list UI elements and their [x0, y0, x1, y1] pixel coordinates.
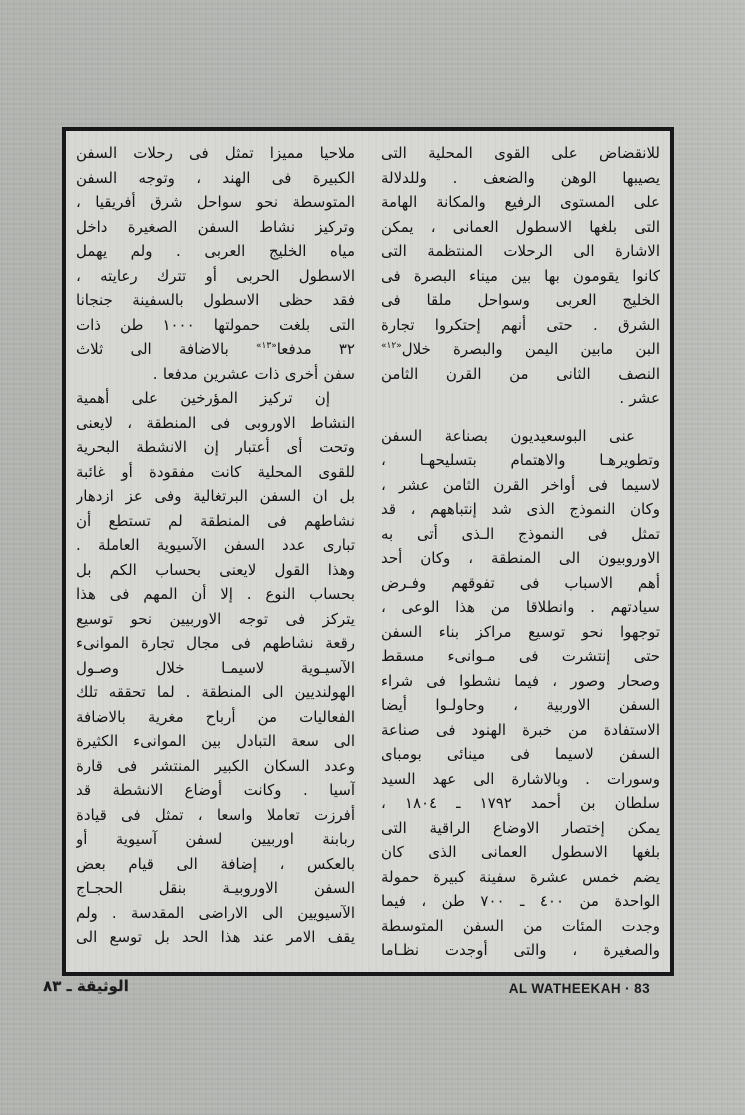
text-line: النصف الثانى من القرن الثامن — [381, 364, 660, 383]
text-line: عشر . — [619, 389, 660, 407]
text-line: بالعكس ، إضافة الى قيام بعض — [76, 854, 355, 873]
left-column — [76, 141, 355, 972]
text-line: والصغيرة ، والتى أوجدت نظـاما — [381, 941, 660, 959]
text-line: الآسيويين الى الاراضى المقدسة . ولم — [76, 903, 355, 922]
text-line: حتى إنتشرت فى مـوانىء مسقط — [381, 647, 660, 665]
text-line: الآسيـوية لاسيمـا خلال وصـول — [76, 658, 355, 677]
text-line: كانوا يقومون بها بين ميناء البصرة فى — [381, 266, 660, 285]
text-line: وتحت أى أعتبار إن الانشطة البحرية — [76, 438, 355, 456]
text-line: وكان النموذج الذى شد إنتباههم ، قد — [381, 500, 660, 518]
text-line: وتركيز نشاط السفن الصغيرة داخل — [76, 217, 355, 236]
paragraph — [381, 141, 660, 411]
text-line: الى سعة التبادل بين الموانىء الكثيرة — [76, 732, 355, 750]
text-line: الاشارة الى الرحلات المنتظمة التى — [381, 242, 660, 260]
text-line: على المستوى الرفيع والمكانة الهامة — [381, 193, 660, 211]
text-line: المتوسطة نحو سواحل شرق أفريقيا ، — [76, 193, 355, 211]
text-line: التى بلغها الاسطول العمانى ، يمكن — [381, 217, 660, 236]
text-line: مياه الخليج العربى . ولم يهمل — [76, 242, 355, 260]
article-frame — [62, 127, 674, 976]
text-line: الخليج العربى وسواحل ملقا فى — [381, 291, 660, 309]
text-line: الاوروبيون الى المنطقة ، وكان أحد — [381, 549, 660, 567]
text-line: بحساب النوع . إلا أن المهم فى هذا — [76, 585, 355, 603]
text-line: ربابنة اوربيين لسفن آسيوية أو — [76, 830, 355, 848]
text-line: توجهوا نحو توسيع مراكز بناء السفن — [381, 622, 660, 641]
text-line: لاسيما فى أواخر القرن الثامن عشر ، — [381, 475, 660, 494]
text-line: بلغها الاسطول العمانى الذى كان — [381, 843, 660, 861]
text-line: عنى البوسعيديون بصناعة السفن — [381, 426, 635, 445]
text-line: إن تركيز المؤرخين على أهمية — [76, 389, 330, 407]
right-column — [381, 141, 660, 972]
paragraph — [76, 386, 355, 950]
text-line: وجدت المئات من السفن المتوسطة — [381, 916, 660, 935]
footnote-marker: «١٢» — [381, 341, 402, 351]
paragraph — [76, 141, 355, 386]
text-line: البن مابين اليمن والبصرة خلال$^{«١٢»}$ — [381, 340, 660, 358]
text-line: الاستفادة من خبرة الهنود فى صناعة — [381, 720, 660, 739]
text-line: الواحدة من ٤٠٠ ـ ٧٠٠ طن ، فيما — [381, 892, 660, 910]
footer-page-label-english: AL WATHEEKAH · 83 — [508, 981, 650, 996]
text-line: يمكن إختصار الاوضاع الراقية التى — [381, 818, 660, 837]
text-line: سلطان بن أحمد ١٧٩٢ ـ ١٨٠٤ ، — [381, 794, 660, 812]
text-line: الكبيرة فى الهند ، وتوجه السفن — [76, 168, 355, 187]
text-line: الهولنديين الى المنطقة . لما تحققه تلك — [76, 683, 355, 701]
footer-page-label-arabic: الوثيقة ـ ٨٣ — [43, 977, 129, 995]
text-line: السفن الاوروبيـة بنقل الحجـاج — [76, 879, 355, 897]
text-line: وهذا القول لايعنى بحساب الكم بل — [76, 560, 355, 579]
text-line: يضم خمس عشرة سفينة كبيرة حمولة — [381, 867, 660, 886]
text-line: الفعاليات من أرباح مغرية بالاضافة — [76, 707, 355, 726]
text-line: يقف الامر عند هذا الحد بل توسع الى — [76, 928, 355, 946]
text-line: وتطويرهـا والاهتمام بتسليحهـا ، — [381, 451, 660, 469]
text-line: فقد حظى الاسطول بالسفينة جنجانا — [76, 291, 355, 309]
text-line: نشاطهم فى المنطقة لم تستطع أن — [76, 511, 355, 530]
text-line: الاسطول الحربى أو تترك رعايته ، — [76, 266, 355, 285]
text-line: ملاحيا مميزا تمثل فى رحلات السفن — [76, 144, 355, 162]
paragraph — [381, 424, 660, 963]
text-line: يصيبها الوهن والضعف . وللدلالة — [381, 168, 660, 187]
text-line: الشرق . حتى أنهم إحتكروا تجارة — [381, 315, 660, 334]
text-line: السفن لاسيما فى مينائى بومباى — [381, 745, 660, 763]
footnote-marker: «١٣» — [256, 341, 277, 351]
text-line: ٣٢ مدفعا$^{«١٣»}$ بالاضافة الى ثلاث — [76, 340, 355, 358]
text-line: وصحار وصور ، فيما نشطوا فى شراء — [381, 671, 660, 690]
text-line: آسيا . وكانت أوضاع الانشطة قد — [76, 781, 355, 799]
text-line: تمثل فى النموذج الـذى أتى به — [381, 524, 660, 543]
text-line: للقوى المحلية كانت مفقودة أو غائبة — [76, 462, 355, 481]
text-line: بل ان السفن البرتغالية وفى عز ازدهار — [76, 487, 355, 505]
text-line: وعدد السكان الكبير المنتشر فى قارة — [76, 756, 355, 775]
text-line: التى بلغت حمولتها ١٠٠٠ طن ذات — [76, 315, 355, 334]
text-line: أهم الاسباب فى تفوقهم وفـرض — [381, 573, 660, 592]
text-line: سفن أخرى ذات عشرين مدفعا . — [152, 364, 355, 383]
text-line: السفن الاوربية ، وحاولـوا أيضا — [381, 696, 660, 714]
text-line: النشاط الاوروبى فى المنطقة ، لايعنى — [76, 413, 355, 432]
text-line: سيادتهم . وانطلاقا من هذا الوعى ، — [381, 598, 660, 616]
text-line: وسورات . وبالاشارة الى عهد السيد — [381, 769, 660, 788]
text-line: تبارى عدد السفن الآسيوية العاملة . — [76, 536, 355, 554]
text-line: للانقضاض على القوى المحلية التى — [381, 144, 660, 162]
text-line: أفرزت تعاملا واسعا ، تمثل فى قيادة — [76, 805, 355, 824]
text-line: يتركز فى توجه الاوربيين نحو توسيع — [76, 609, 355, 628]
text-line: رقعة نشاطهم فى مجال تجارة الموانىء — [76, 634, 355, 652]
